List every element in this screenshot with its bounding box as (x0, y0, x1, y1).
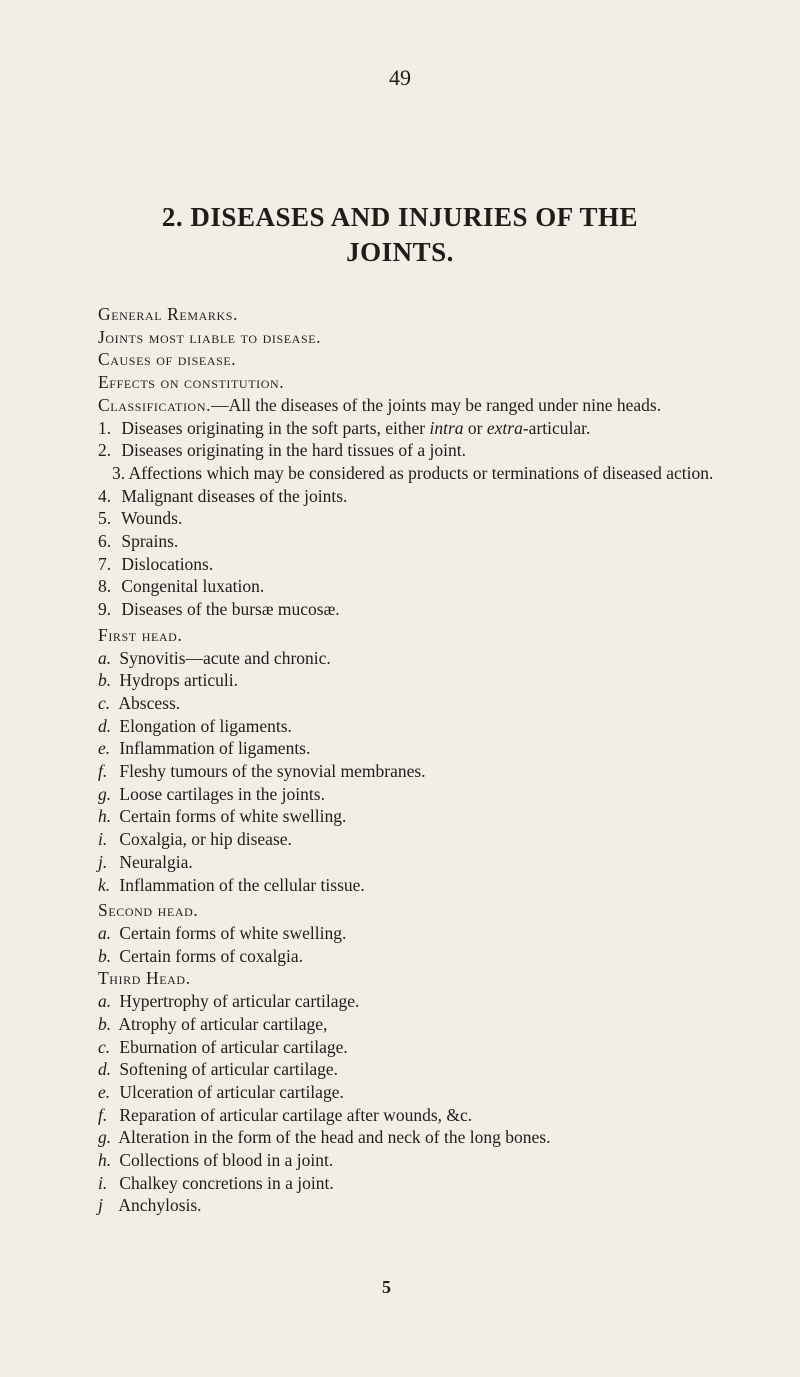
list-item (98, 851, 724, 874)
item-text: Softening of articular cartilage. (119, 1059, 339, 1080)
section-heading-first-head: First head. (98, 624, 183, 645)
heading-general-remarks: General Remarks. (98, 304, 238, 324)
item-text: Hydrops articuli. (119, 670, 238, 691)
classification-text: —All the diseases of the joints may be ranged under nine heads. (211, 394, 662, 415)
item-letter: f. (98, 1104, 108, 1125)
item-letter: a. (98, 922, 112, 943)
heading-causes: Causes of disease. (98, 349, 237, 370)
head-number: 7. (98, 553, 112, 574)
head-text: Dislocations. (121, 553, 214, 574)
item-text: Synovitis—acute and chronic. (119, 647, 331, 668)
list-item (98, 1149, 724, 1172)
head-text: -articular. (522, 417, 591, 438)
item-letter: d. (98, 715, 112, 736)
list-item (98, 990, 724, 1013)
page-number: 49 (389, 65, 411, 90)
item-text: Loose cartilages in the joints. (119, 783, 325, 804)
list-item (98, 692, 724, 715)
item-text: Certain forms of white swelling. (119, 922, 347, 943)
list-item (98, 945, 724, 968)
head-item (98, 553, 724, 576)
item-text: Elongation of ligaments. (119, 715, 292, 736)
item-letter: a. (98, 991, 112, 1012)
item-text: Hypertrophy of articular cartilage. (119, 991, 360, 1012)
head-number: 3. (112, 462, 126, 483)
item-text: Ulceration of articular cartilage. (119, 1081, 344, 1102)
head-number: 5. (98, 508, 112, 529)
item-letter: h. (98, 806, 112, 827)
head-item (98, 417, 724, 440)
head-item (98, 530, 724, 553)
head-text: Diseases originating in the hard tissues of a joint. (121, 440, 466, 461)
head-number: 2. (98, 440, 112, 461)
list-item (98, 874, 724, 897)
item-letter: i. (98, 829, 108, 850)
list-item (98, 669, 724, 692)
head-text-italic: intra (429, 417, 464, 438)
item-letter: f. (98, 761, 108, 782)
list-item (98, 760, 724, 783)
heading-joints-liable: Joints most liable to disease. (98, 326, 322, 347)
head-text: Wounds. (121, 508, 183, 529)
head-item (98, 575, 724, 598)
head-text: Diseases of the bursæ mucosæ. (121, 599, 340, 620)
head-item (84, 462, 724, 485)
item-text: Eburnation of articular cartilage. (119, 1036, 348, 1057)
item-letter: c. (98, 692, 111, 713)
item-text: Fleshy tumours of the synovial membranes. (119, 761, 426, 782)
heading-effects: Effects on constitution. (98, 372, 285, 393)
head-number: 4. (98, 485, 112, 506)
item-letter: h. (98, 1150, 112, 1171)
list-item (98, 828, 724, 851)
body-text (84, 303, 724, 1217)
list-item (98, 783, 724, 806)
item-letter: j. (98, 851, 108, 872)
head-item (98, 507, 724, 530)
list-item (98, 922, 724, 945)
item-text: Certain forms of white swelling. (119, 806, 347, 827)
head-item (98, 485, 724, 508)
list-item (98, 1126, 724, 1149)
list-item (98, 1013, 724, 1036)
head-number: 1. (98, 417, 112, 438)
title-line-1: 2. DISEASES AND INJURIES OF THE (161, 202, 639, 232)
item-letter: g. (98, 783, 112, 804)
list-item (98, 1172, 724, 1195)
list-item (98, 1194, 724, 1217)
item-letter: e. (98, 1081, 111, 1102)
signature-mark: 5 (382, 1277, 391, 1297)
head-text: Malignant diseases of the joints. (121, 485, 348, 506)
list-item (98, 1036, 724, 1059)
item-letter: i. (98, 1172, 108, 1193)
head-text: Affections which may be considered as products or terminations of diseased action. (128, 462, 714, 483)
list-item (98, 647, 724, 670)
list-item (98, 1104, 724, 1127)
item-letter: e. (98, 738, 111, 759)
head-text: Diseases originating in the soft parts, either (121, 417, 430, 438)
head-item (98, 598, 724, 621)
item-text: Chalkey concretions in a joint. (119, 1172, 334, 1193)
item-text: Anchylosis. (118, 1195, 202, 1216)
list-item (98, 715, 724, 738)
head-text: Sprains. (121, 531, 179, 552)
title-line-2: JOINTS. (346, 237, 454, 267)
item-letter: c. (98, 1036, 111, 1057)
item-letter: b. (98, 1013, 112, 1034)
item-letter: b. (98, 945, 112, 966)
list-item (98, 1058, 724, 1081)
classification-label: Classification. (98, 394, 212, 415)
item-text: Neuralgia. (119, 851, 193, 872)
classification-paragraph (84, 394, 724, 417)
item-text: Inflammation of ligaments. (119, 738, 311, 759)
item-letter: k. (98, 874, 111, 895)
list-item (98, 1081, 724, 1104)
item-text: Reparation of articular cartilage after wounds, &c. (119, 1104, 473, 1125)
head-text: Congenital luxation. (121, 576, 265, 597)
item-letter: d. (98, 1059, 112, 1080)
section-heading-third-head: Third Head. (98, 968, 191, 989)
item-text: Coxalgia, or hip disease. (119, 829, 292, 850)
head-number: 8. (98, 576, 112, 597)
page-title (0, 200, 800, 270)
item-letter: j (98, 1195, 103, 1216)
item-text: Abscess. (118, 692, 181, 713)
head-item (98, 439, 724, 462)
item-text: Inflammation of the cellular tissue. (119, 874, 365, 895)
head-text-italic: extra (486, 417, 523, 438)
head-number: 9. (98, 599, 112, 620)
section-heading-second-head: Second head. (98, 900, 199, 921)
item-text: Alteration in the form of the head and neck of the long bones. (118, 1127, 551, 1148)
head-text: or (463, 417, 487, 438)
item-letter: b. (98, 670, 112, 691)
head-number: 6. (98, 531, 112, 552)
item-letter: a. (98, 647, 112, 668)
item-text: Certain forms of coxalgia. (119, 945, 304, 966)
list-item (98, 805, 724, 828)
item-text: Atrophy of articular cartilage, (118, 1013, 328, 1034)
list-item (98, 737, 724, 760)
item-letter: g. (98, 1127, 112, 1148)
item-text: Collections of blood in a joint. (119, 1150, 334, 1171)
